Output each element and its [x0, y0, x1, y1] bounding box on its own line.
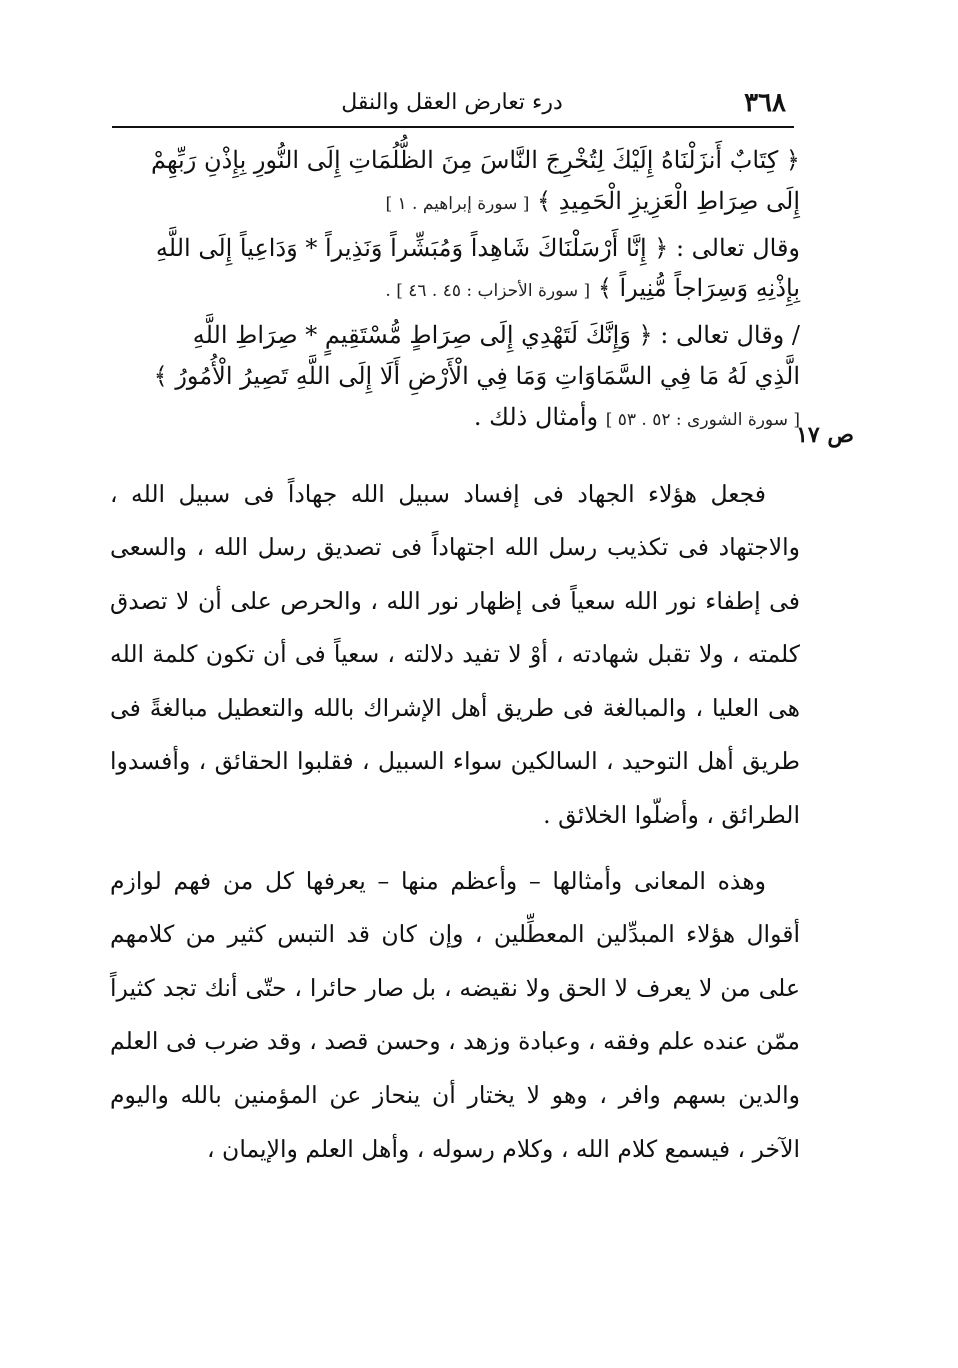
verse-line	[110, 181, 800, 222]
surah-reference: [ سورة إبراهيم . ١ ]	[385, 193, 530, 214]
margin-page-note: ص ١٧	[796, 422, 854, 448]
running-title: درء تعارض العقل والنقل	[341, 90, 563, 115]
paragraph: وهذه المعانى وأمثالها – وأعظم منها – يعرفها كل من فهم لوازم أقوال هؤلاء المبدِّلين المعطِّلين ، وإن كان قد التبس كثير من كلامهم على من لا يعرف لا الحق ولا نقيضه ، بل صار حائرا ، حتّى أنك تجد كثيراً ممّن عنده علم وفقه ، وعبادة وزهد ، وحسن قصد ، وقد ضرب فى العلم والدين بسهم وافر ، وهو لا يختار أن ينحاز عن المؤمنين بالله واليوم الآخر ، فيسمع كلام الله ، وكلام رسوله ، وأهل العلم والإيمان ،	[110, 866, 800, 1163]
verse-block	[110, 140, 800, 222]
page-header	[112, 82, 792, 128]
verse-line	[110, 268, 800, 309]
verse-block	[110, 315, 800, 437]
verse-line: وقال تعالى : ﴿ إِنَّا أَرْسَلْنَاكَ شَاهِداً وَمُبَشِّراً وَنَذِيراً * وَدَاعِياً إِلَى اللَّهِ	[155, 233, 800, 262]
verse-line	[110, 397, 800, 438]
verse-line: / وقال تعالى : ﴿ وَإِنَّكَ لَتَهْدِي إِلَى صِرَاطٍ مُّسْتَقِيمٍ * صِرَاطِ اللَّهِ	[192, 321, 800, 350]
surah-reference: [ سورة الشورى : ٥٢ . ٥٣ ]	[605, 409, 800, 430]
verse-block	[110, 228, 800, 310]
verse-trailing-text: وأمثال ذلك .	[473, 402, 599, 431]
paragraph: فجعل هؤلاء الجهاد فى إفساد سبيل الله جهاداً فى سبيل الله ، والاجتهاد فى تكذيب رسل الله اجتهاداً فى تصديق رسل الله ، والسعى فى إطفاء نور الله سعياً فى إظهار نور الله ، والحرص على أن لا تصدق كلمته ، ولا تقبل شهادته ، أوْ لا تفيد دلالته ، سعياً فى أن تكون كلمة الله هى العليا ، والمبالغة فى طريق أهل الإشراك بالله والتعطيل مبالغةً فى طريق أهل التوحيد ، السالكين سواء السبيل ، فقلبوا الحقائق ، وأفسدوا الطرائق ، وأضلّوا الخلائق .	[110, 479, 800, 830]
body-text	[110, 140, 800, 1176]
verse-line: ﴿ كِتَابٌ أَنزَلْنَاهُ إِلَيْكَ لِتُخْرِجَ النَّاسَ مِنَ الظُّلُمَاتِ إِلَى النُّورِ بِإِذْنِ رَبِّهِمْ	[151, 146, 800, 174]
page-number: ٣٦٨	[744, 88, 786, 118]
surah-reference: [ سورة الأحزاب : ٤٥ . ٤٦ ] .	[385, 281, 591, 302]
header-rule	[112, 126, 794, 128]
verse-text: إِلَى صِرَاطِ الْعَزِيزِ الْحَمِيدِ ﴾	[537, 186, 800, 215]
verse-line: الَّذِي لَهُ مَا فِي السَّمَاوَاتِ وَمَا فِي الْأَرْضِ أَلَا إِلَى اللَّهِ تَصِيرُ الْأُمُورُ ﴾	[153, 361, 800, 390]
verse-text: بِإِذْنِهِ وَسِرَاجاً مُّنِيراً ﴾	[597, 274, 800, 303]
